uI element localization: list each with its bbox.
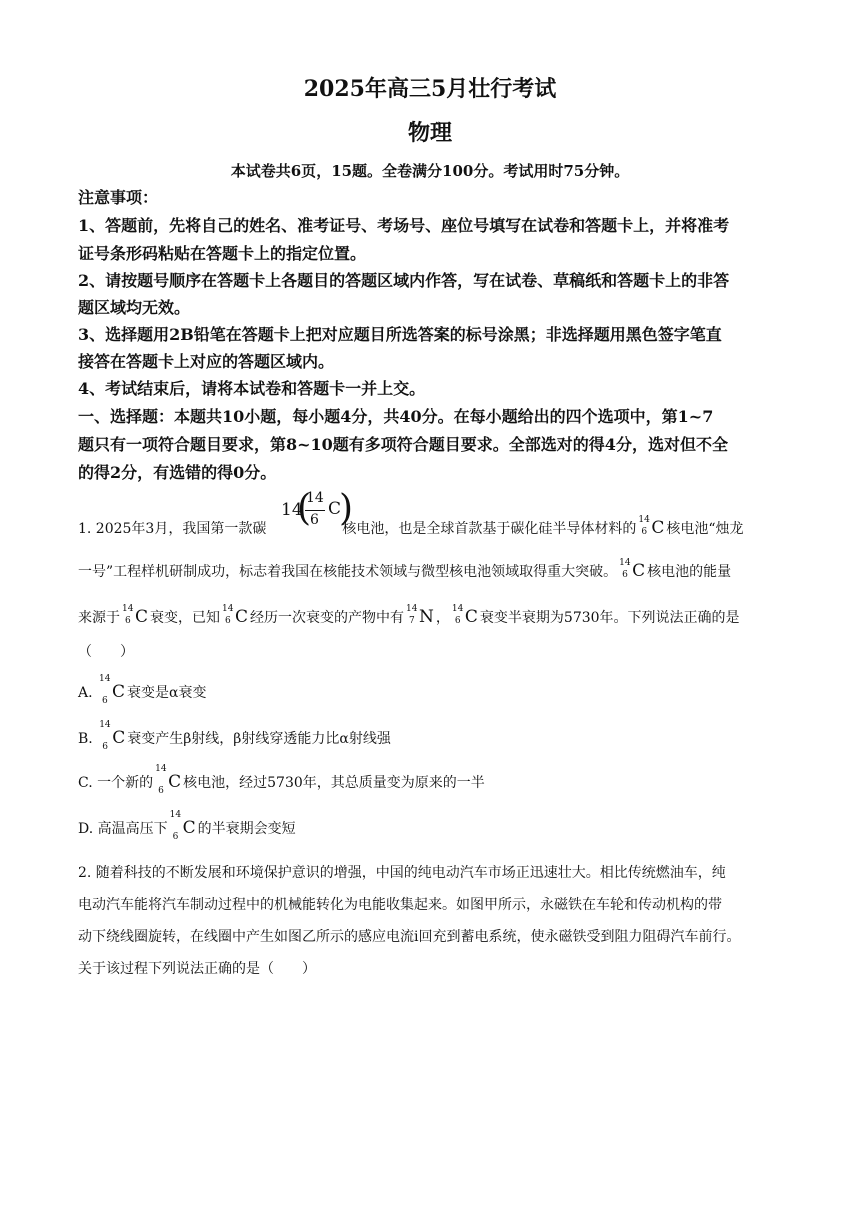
- text-fragment: 来源于: [78, 610, 120, 626]
- section-instructions-line: 一、选择题：本题共10小题，每小题4分，共40分。在每小题给出的四个选项中，第1~7: [78, 407, 714, 426]
- text-fragment: 经历一次衰变的产物中有: [250, 610, 405, 626]
- option-d: [78, 810, 296, 842]
- exam-title: 2025年高三5月壮行考试: [303, 76, 557, 102]
- text-fragment: 1. 2025年3月，我国第一款碳: [78, 521, 267, 537]
- subject-title: 物理: [407, 120, 452, 146]
- question-2-line: 关于该过程下列说法正确的是（ ）: [78, 961, 316, 977]
- text-fragment: ，: [435, 610, 450, 626]
- text-fragment: 衰变半衰期为5730年。下列说法正确的是: [479, 610, 740, 626]
- carbon-14-symbol: 14 6 C: [155, 764, 182, 796]
- notice-heading: 注意事项：: [78, 188, 159, 207]
- nitrogen-14-symbol: 14 7 N: [406, 604, 434, 627]
- text-fragment: 核电池“烛龙: [666, 521, 744, 537]
- carbon-14-fraction-formula: 14 ( 14 6 C ): [281, 488, 354, 529]
- option-b: [78, 720, 391, 752]
- notice-line: 4、考试结束后，请将本试卷和答题卡一并上交。: [78, 379, 426, 398]
- question-2-line: 动下绕线圈旋转，在线圈中产生如图乙所示的感应电流i回充到蓄电系统，使永磁铁受到阻力阻碍汽车前行。: [78, 929, 741, 945]
- notice-line: 题区域均无效。: [78, 298, 191, 317]
- option-label: A.: [78, 685, 93, 701]
- question-1-answer-blank: （ ）: [78, 644, 134, 660]
- notice-line: 1、答题前，先将自己的姓名、准考证号、考场号、座位号填写在试卷和答题卡上，并将准考: [78, 216, 730, 235]
- notice-line: 接答在答题卡上对应的答题区域内。: [78, 352, 335, 371]
- carbon-14-symbol: 14 6 C: [619, 558, 646, 581]
- carbon-14-symbol: 14 6 C: [99, 674, 126, 706]
- option-text: 核电池，经过5730年，其总质量变为原来的一半: [183, 775, 485, 791]
- text-fragment: 核电池的能量: [647, 564, 732, 580]
- carbon-14-symbol: 14 6 C: [451, 604, 478, 627]
- question-1-line-2: [78, 551, 788, 592]
- option-text: 衰变是α衰变: [127, 685, 207, 701]
- notice-line: 证号条形码粘贴在答题卡上的指定位置。: [78, 244, 367, 263]
- question-1-line-1: [78, 508, 788, 549]
- option-c: [78, 764, 485, 796]
- question-2-line: 电动汽车能将汽车制动过程中的机械能转化为电能收集起来。如图甲所示，永磁铁在车轮和传动机构的带: [78, 897, 722, 913]
- carbon-14-symbol: 14 6 C: [99, 720, 126, 752]
- carbon-14-symbol: 14 6 C: [122, 604, 149, 627]
- section-instructions-line: 的得2分，有选错的得0分。: [78, 463, 277, 482]
- option-label: C. 一个新的: [78, 775, 154, 791]
- text-fragment: 核电池，也是全球首款基于碳化硅半导体材料的: [342, 521, 637, 537]
- text-fragment: 衰变，已知: [150, 610, 221, 626]
- question-2-line: 2. 随着科技的不断发展和环境保护意识的增强，中国的纯电动汽车市场正迅速壮大。相比传统燃油车，纯: [78, 865, 726, 881]
- notice-line: 2、请按题号顺序在答题卡上各题目的答题区域内作答，写在试卷、草稿纸和答题卡上的非答: [78, 271, 730, 290]
- option-label: D. 高温高压下: [78, 821, 168, 837]
- section-instructions-line: 题只有一项符合题目要求，第8~10题有多项符合题目要求。全部选对的得4分，选对但不全: [78, 435, 728, 454]
- carbon-14-symbol: 14 6 C: [638, 515, 665, 538]
- option-a: [78, 674, 207, 706]
- carbon-14-symbol: 14 6 C: [169, 810, 196, 842]
- option-text: 的半衰期会变短: [197, 821, 296, 837]
- notice-line: 3、选择题用2B铅笔在答题卡上把对应题目所选答案的标号涂黑；非选择题用黑色签字笔直: [78, 325, 722, 344]
- option-label: B.: [78, 731, 93, 747]
- option-text: 衰变产生β射线，β射线穿透能力比α射线强: [127, 731, 391, 747]
- carbon-14-symbol: 14 6 C: [222, 604, 249, 627]
- exam-meta: 本试卷共6页，15题。全卷满分100分。考试用时75分钟。: [230, 162, 630, 180]
- text-fragment: 一号”工程样机研制成功，标志着我国在核能技术领域与微型核电池领域取得重大突破。: [78, 564, 618, 580]
